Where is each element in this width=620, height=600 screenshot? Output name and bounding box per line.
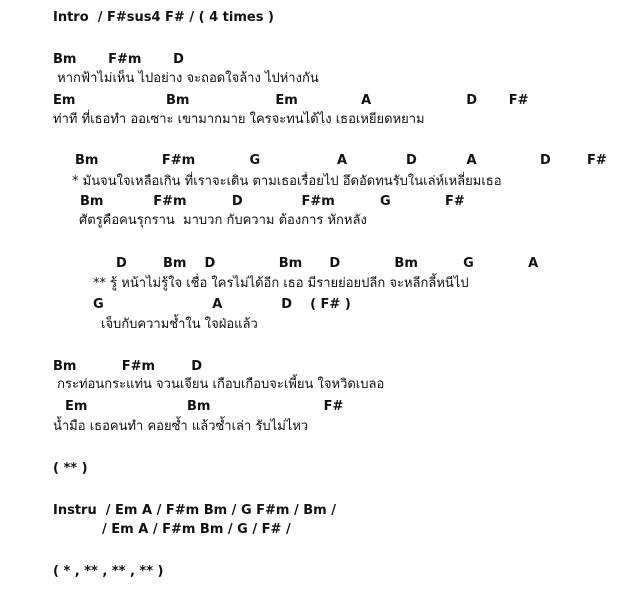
hook-chords-1: D Bm D Bm D Bm G A [116,256,539,271]
verse2-lyrics-2: น้ำมือ เธอคนทำ คอยซ้ำ แล้วซ้ำเล่า รับไม่ไหว [53,419,309,434]
chorus-chords-2: Bm F#m D F#m G F# [80,194,465,209]
verse1-chords-1: Bm F#m D [53,52,184,67]
instrumental-line-1: Instru / Em A / F#m Bm / G F#m / Bm / [53,503,336,518]
chorus-chords-1: Bm F#m G A D A D F# [75,153,607,168]
verse2-lyrics-1: กระท่อนกระแท่น จวนเจียน เกือบเกือบจะเพี้ยน ใจหวิดเบลอ [53,377,385,392]
ending-sequence: ( * , ** , ** , ** ) [53,564,164,579]
chorus-lyrics-2: ศัตรูคือคนรุกราน มาบวก กับความ ต้องการ หักหลัง [79,213,367,228]
intro-line: Intro / F#sus4 F# / ( 4 times ) [53,10,274,25]
chorus-lyrics-1: * มันจนใจเหลือเกิน ที่เราจะเดิน ตามเธอเรื่อยไป อึดอัดทนรับในเล่ห์เหลี่ยมเธอ [72,174,502,189]
verse1-lyrics-1: หากฟ้าไม่เห็น ไปอย่าง จะถอดใจล้าง ไปห่างกัน [53,71,319,86]
hook-lyrics-2: เจ็บกับความช้ำใน ใจฝ่อแล้ว [101,317,258,332]
verse2-chords-2: Em Bm F# [65,399,344,414]
verse1-chords-2: Em Bm Em A D F# [53,93,529,108]
verse1-lyrics-2: ท่าที ที่เธอทำ ออเซาะ เขามากมาย ใครจะทนได้ไง เธอเหยียดหยาม [53,112,425,127]
hook-reference: ( ** ) [53,461,88,476]
hook-lyrics-1: ** รู้ หน้าไม่รู้ใจ เชื่อ ใครไม่ได้อีก เธอ มีรายย่อยปลีก จะหลีกลี้หนีไป [93,276,469,291]
hook-chords-2: G A D ( F# ) [93,297,351,312]
verse2-chords-1: Bm F#m D [53,359,203,374]
instrumental-line-2: / Em A / F#m Bm / G / F# / [102,522,291,537]
